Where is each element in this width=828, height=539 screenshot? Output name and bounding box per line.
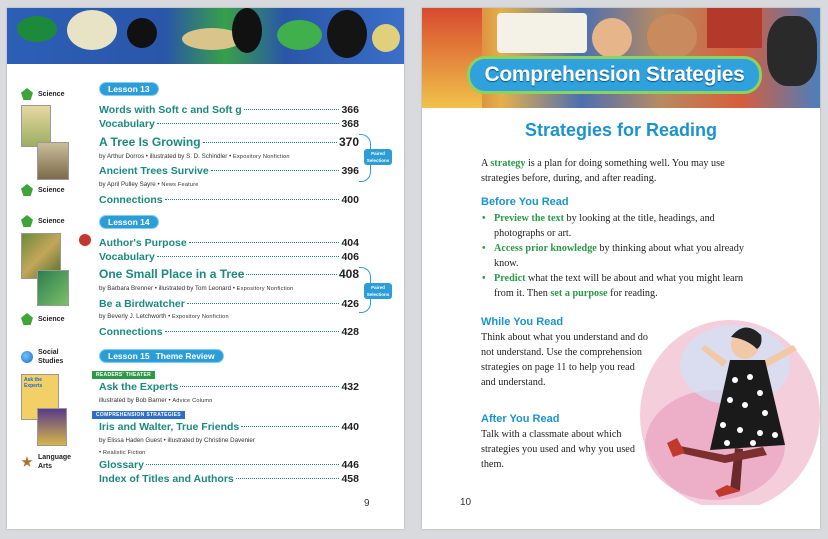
bird-icon bbox=[79, 234, 91, 246]
bullet-list bbox=[481, 211, 756, 301]
title-banner: Comprehension Strategies bbox=[467, 56, 762, 94]
page-number: 10 bbox=[460, 497, 472, 508]
book-thumbnail bbox=[37, 142, 69, 180]
toc-entry[interactable]: Iris and Walter, True Friends 440 bbox=[99, 421, 359, 433]
leaf-icon bbox=[21, 215, 33, 227]
toc-entry[interactable]: A Tree Is Growing 370 bbox=[99, 135, 359, 149]
left-page bbox=[7, 8, 404, 529]
paired-selections-badge: Paired Selections bbox=[364, 149, 392, 165]
toc-entry[interactable]: Index of Titles and Authors 458 bbox=[99, 473, 359, 485]
toc-entry[interactable]: Ask the Experts 432 bbox=[99, 381, 359, 393]
lesson-15-pill: Lesson 15 Theme Review bbox=[99, 349, 224, 363]
paired-selections-badge: Paired Selections bbox=[364, 283, 392, 299]
section-heading: After You Read bbox=[481, 413, 560, 425]
subject-science: Science bbox=[21, 184, 64, 196]
leaf-icon bbox=[21, 184, 33, 196]
toc-entry[interactable]: Connections 400 bbox=[99, 194, 359, 206]
byline: by April Pulley Sayre • News Feature bbox=[99, 181, 199, 188]
readers-theater-tag: READERS' THEATER bbox=[92, 371, 155, 379]
toc-entry[interactable]: Glossary 446 bbox=[99, 459, 359, 471]
book-thumbnail bbox=[37, 408, 67, 446]
subject-social-studies: Social Studies bbox=[21, 348, 63, 366]
leaf-icon bbox=[21, 313, 33, 325]
byline: by Beverly J. Letchworth • Expository Nonfiction bbox=[99, 313, 229, 320]
byline: • Realistic Fiction bbox=[99, 449, 146, 456]
section-heading: While You Read bbox=[481, 316, 564, 328]
comprehension-strategies-tag: COMPREHENSION STRATEGIES bbox=[92, 411, 185, 419]
girl-illustration bbox=[615, 305, 820, 505]
book-thumbnail bbox=[37, 270, 69, 306]
toc-entry[interactable]: One Small Place in a Tree 408 bbox=[99, 267, 359, 281]
toc-entry[interactable]: Vocabulary 368 bbox=[99, 118, 359, 130]
section-heading: Before You Read bbox=[481, 196, 569, 208]
list-item: • Predict what the text will be about and what you might learn from it. Then set a purpose for reading. bbox=[481, 271, 756, 301]
list-item: • Access prior knowledge by thinking about what you already know. bbox=[481, 241, 756, 271]
toc-entry[interactable]: Be a Birdwatcher 426 bbox=[99, 298, 359, 310]
paragraph: Talk with a classmate about which strategies you used and why you used them. bbox=[481, 429, 635, 470]
lesson-14-pill: Lesson 14 bbox=[99, 215, 159, 229]
toc-entry[interactable]: Connections 428 bbox=[99, 326, 359, 338]
subject-science: Science bbox=[21, 215, 64, 227]
intro-paragraph: A strategy is a plan for doing something well. You may use strategies before, during, and after reading. bbox=[481, 158, 725, 184]
toc-entry[interactable]: Ancient Trees Survive 396 bbox=[99, 165, 359, 177]
header-illustration bbox=[7, 8, 404, 64]
page-number: 9 bbox=[364, 498, 370, 509]
book-thumbnail bbox=[21, 105, 51, 147]
subject-science: Science bbox=[21, 88, 64, 100]
lesson-13-pill: Lesson 13 bbox=[99, 82, 159, 96]
toc-entry[interactable]: Words with Soft c and Soft g 366 bbox=[99, 104, 359, 116]
subject-science: Science bbox=[21, 313, 64, 325]
byline: by Barbara Brenner • illustrated by Tom Leonard • Expository Nonfiction bbox=[99, 285, 294, 292]
subject-language-arts: Language Arts bbox=[21, 453, 71, 471]
globe-icon bbox=[21, 351, 33, 363]
toc-entry[interactable]: Vocabulary 406 bbox=[99, 251, 359, 263]
page-title: Strategies for Reading bbox=[524, 120, 718, 140]
byline: by Elissa Haden Guest • illustrated by Christine Davenier bbox=[99, 437, 255, 444]
byline: by Arthur Dorros • illustrated by S. D. Schindler • Expository Nonfiction bbox=[99, 153, 290, 160]
paragraph: Think about what you understand and do not understand. Use the comprehension strategies on page 11 to help you read and understand. bbox=[481, 332, 648, 388]
list-item: • Preview the text by looking at the title, headings, and photographs or art. bbox=[481, 211, 756, 241]
right-page bbox=[422, 8, 820, 529]
star-icon bbox=[21, 456, 33, 468]
leaf-icon bbox=[21, 88, 33, 100]
toc-entry[interactable]: Author's Purpose 404 bbox=[99, 237, 359, 249]
byline: illustrated by Bob Barner • Advice Column bbox=[99, 397, 213, 404]
book-thumbnail: Ask the Experts bbox=[21, 374, 59, 420]
